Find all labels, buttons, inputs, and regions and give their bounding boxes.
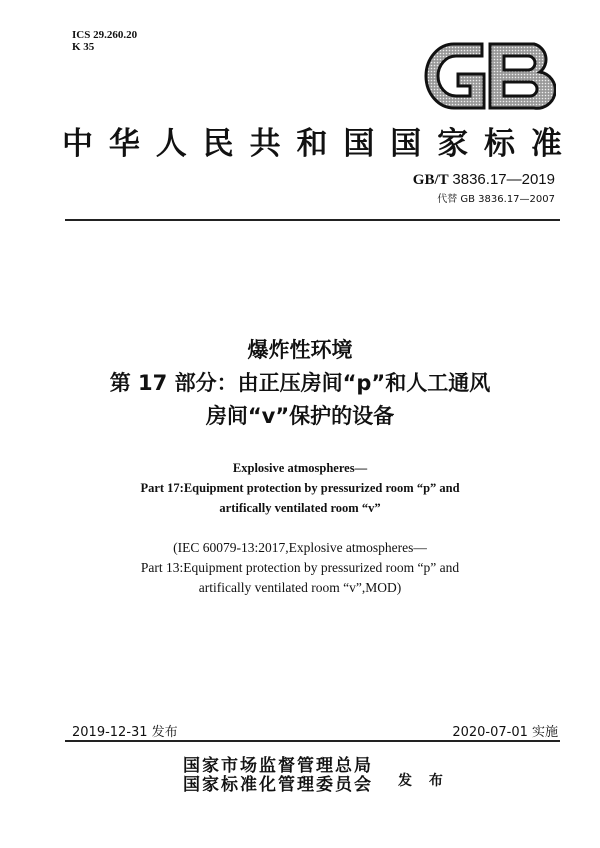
footer-divider xyxy=(65,740,560,742)
iec-line: (IEC 60079-13:2017,Explosive atmospheres— xyxy=(173,540,427,555)
heading-char: 共 xyxy=(249,126,281,162)
ics-code: ICS 29.260.20 xyxy=(72,29,138,41)
classification-codes xyxy=(72,29,137,53)
publisher: 国家市场监督管理总局 xyxy=(183,756,373,776)
title-line: 爆炸性环境 xyxy=(247,338,353,362)
heading-char: 和 xyxy=(296,126,328,162)
heading-char: 中 xyxy=(62,126,93,162)
title-line: 第 17 部分：由正压房间“p”和人工通风 xyxy=(109,371,491,395)
chinese-title xyxy=(0,334,600,433)
implementation-date: 2020-07-01 实施 xyxy=(452,725,558,740)
gb-logo xyxy=(424,40,556,112)
title-line: 房间“v”保护的设备 xyxy=(205,404,395,428)
publish-label: 发 布 xyxy=(398,773,449,789)
iec-reference xyxy=(0,538,600,598)
publisher: 国家标准化管理委员会 xyxy=(183,775,373,795)
title-line: Part 17:Equipment protection by pressurized room “p” and xyxy=(140,481,460,495)
standard-number xyxy=(413,171,555,189)
replaces-standard: 代替 GB 3836.17—2007 xyxy=(437,194,555,205)
standard-code-block xyxy=(413,171,555,205)
heading-char: 国 xyxy=(390,126,422,162)
heading-char: 标 xyxy=(484,126,516,162)
publishers xyxy=(183,757,373,795)
iec-line: artifically ventilated room “v”,MOD) xyxy=(198,580,402,595)
national-standard-heading xyxy=(62,118,562,163)
english-title xyxy=(0,458,600,518)
heading-char: 准 xyxy=(530,126,562,162)
heading-char: 国 xyxy=(343,126,375,162)
standard-number-value: 3836.17—2019 xyxy=(452,171,555,188)
ccs-code: K 35 xyxy=(72,41,95,53)
heading-char: 人 xyxy=(155,126,187,162)
iec-line: Part 13:Equipment protection by pressurized room “p” and xyxy=(140,560,460,575)
heading-char: 华 xyxy=(108,126,140,162)
title-line: Explosive atmospheres— xyxy=(232,461,368,475)
heading-char: 民 xyxy=(202,126,234,162)
standard-prefix: GB/T xyxy=(412,172,449,188)
header-divider xyxy=(65,219,560,221)
heading-char: 家 xyxy=(437,126,469,162)
issue-date: 2019-12-31 发布 xyxy=(72,725,178,740)
title-line: artifically ventilated room “v” xyxy=(219,501,381,515)
